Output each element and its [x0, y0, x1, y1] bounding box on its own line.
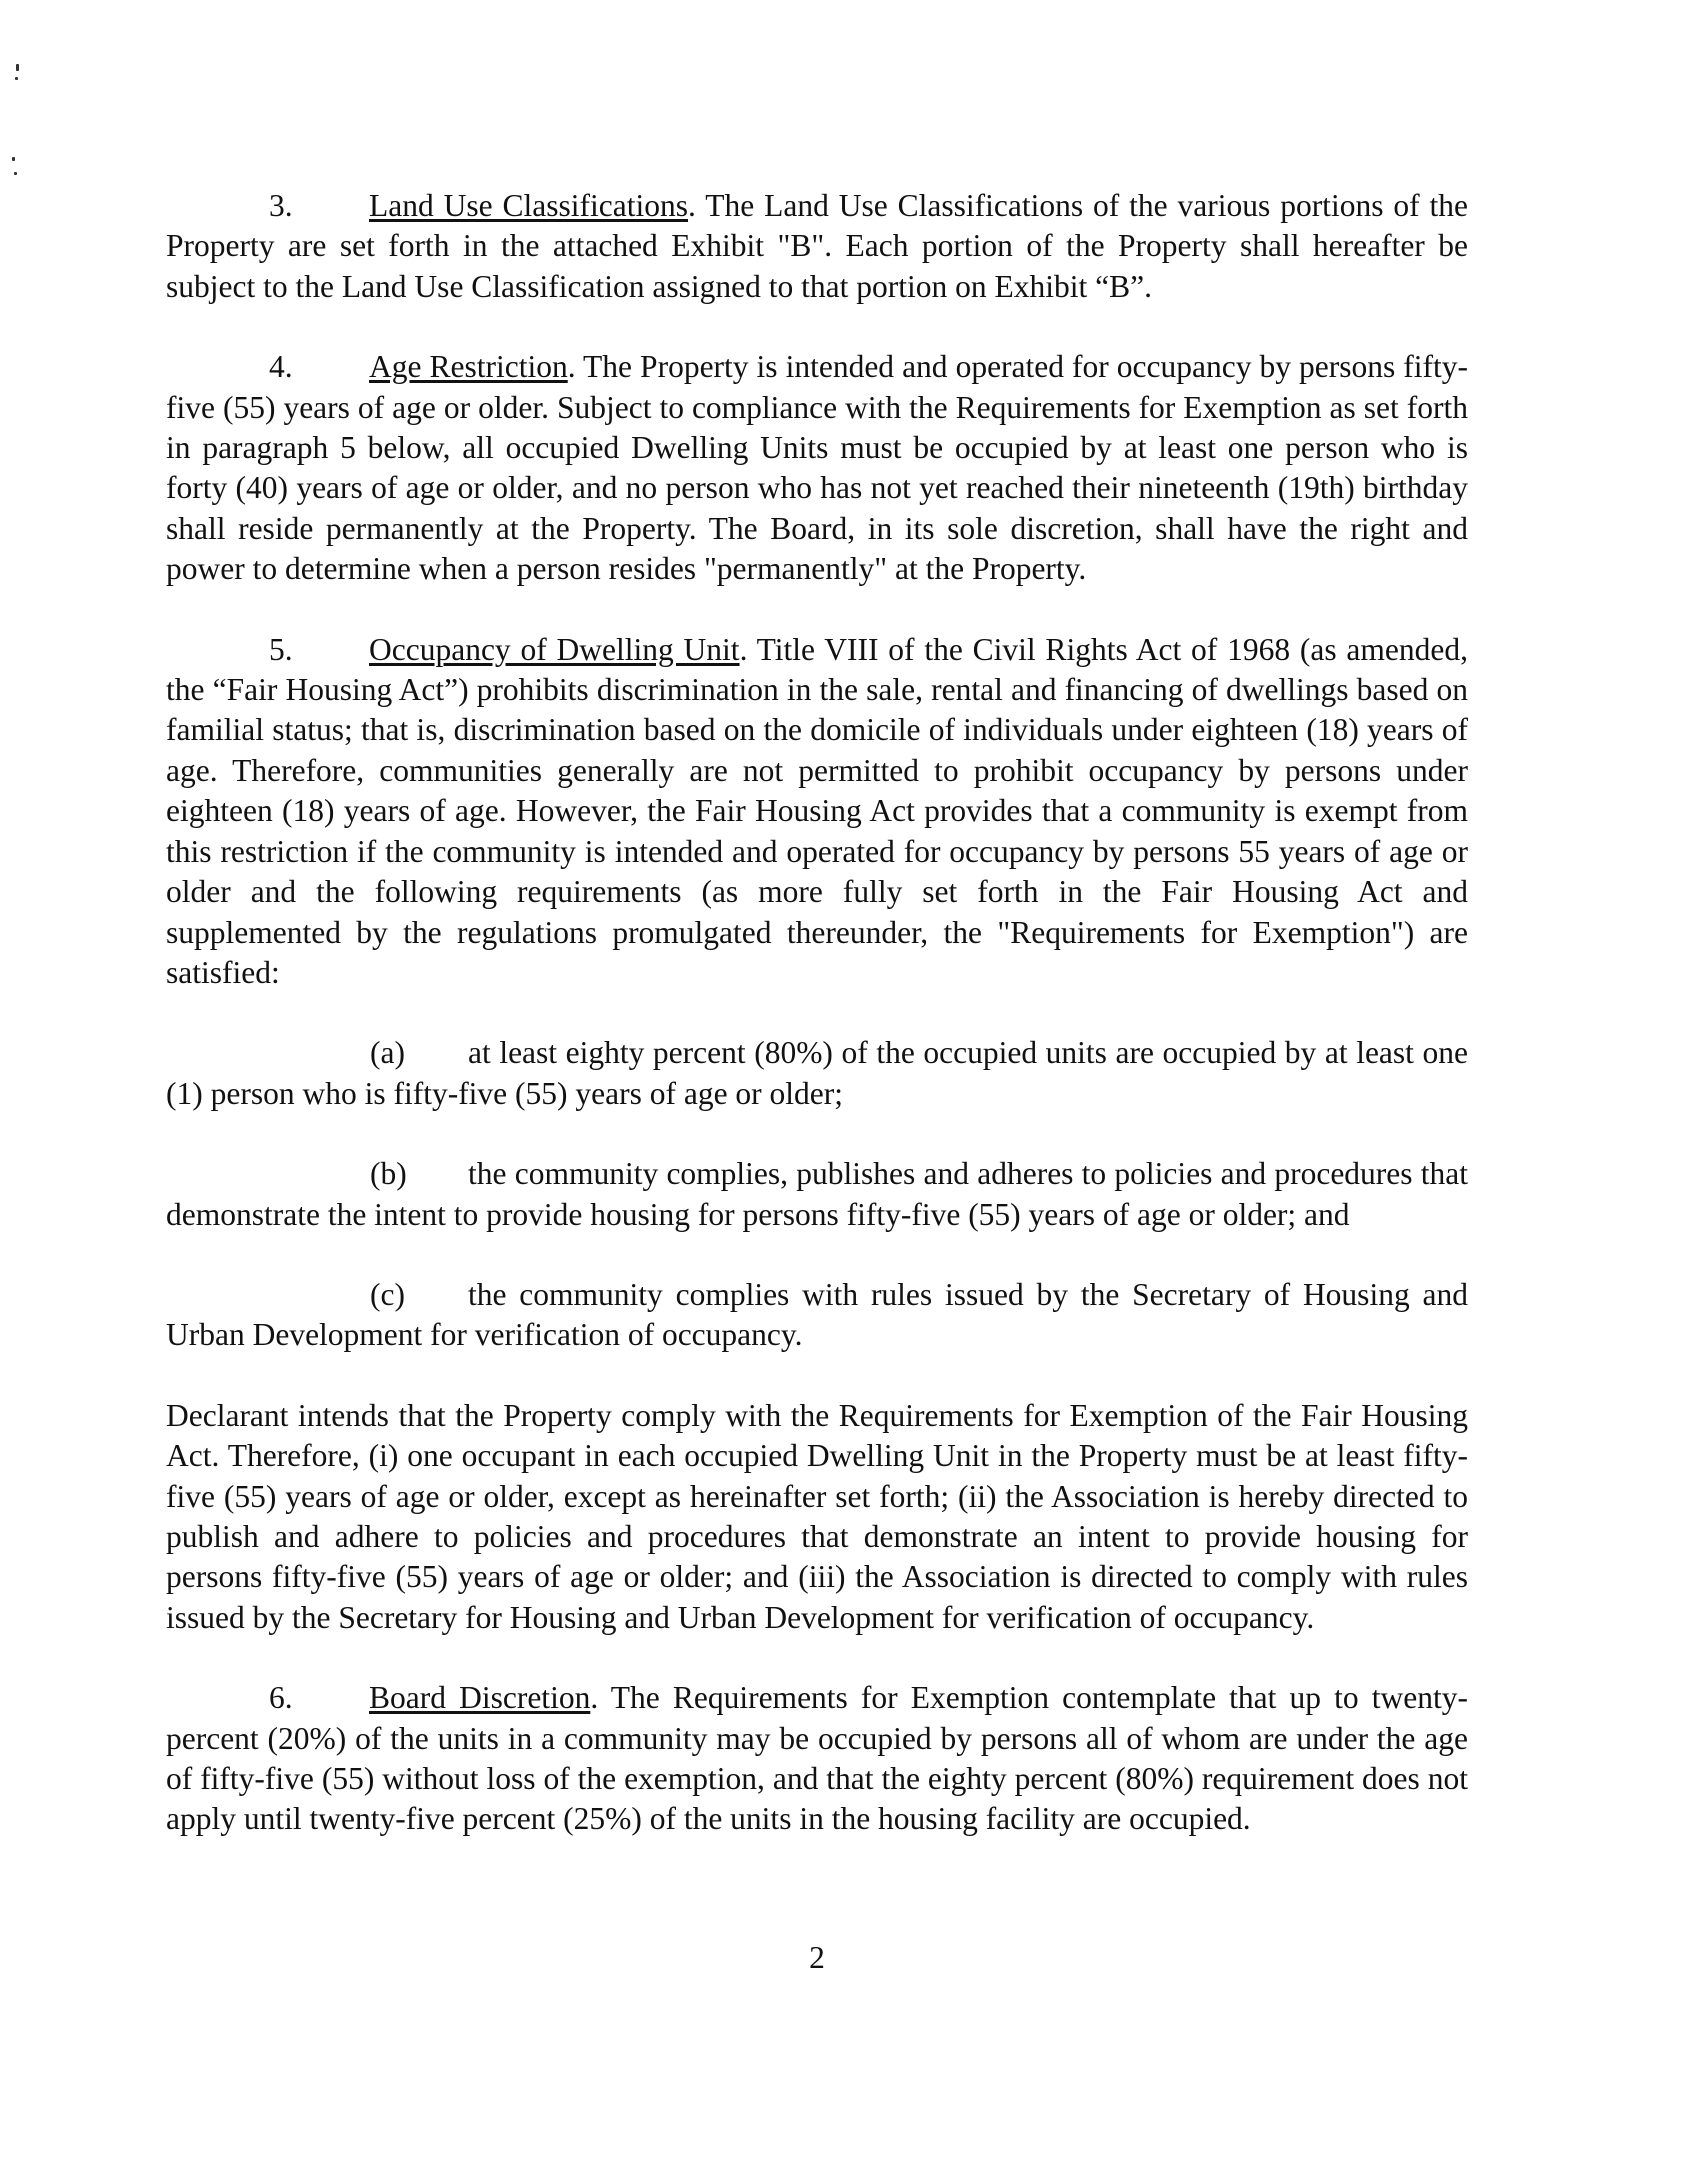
subparagraph-text: the community complies, publishes and adheres to policies and procedures that demonstrate the intent to provide housing for persons fifty-five (55) years of age or older; and: [166, 1156, 1468, 1232]
subparagraph-letter: (b): [370, 1156, 407, 1192]
scan-speck: [15, 77, 18, 80]
paragraph-text: . The Requirements for Exemption contemplate that up to twenty-percent (20%) of the units in a community may be occupied by persons all of whom are under the age of fifty-five (55) without loss of the exemption, and that the eighty percent (80%) requirement does not apply until twenty-five percent (25%) of the units in the housing facility are occupied.: [166, 1680, 1468, 1837]
scan-speck: [14, 172, 17, 175]
paragraph-text: . The Land Use Classifications of the various portions of the Property are set forth in the attached Exhibit "B". Each portion of the Property shall hereafter be subject to the Land Use Classification assigned to that portion on Exhibit “B”.: [166, 188, 1468, 304]
subparagraph-a: [166, 1033, 1468, 1114]
subparagraph-text: the community complies with rules issued by the Secretary of Housing and Urban Development for verification of occupancy.: [166, 1276, 1468, 1353]
paragraph-heading: Occupancy of Dwelling Unit: [369, 631, 740, 667]
paragraph-text: Declarant intends that the Property comply with the Requirements for Exemption of the Fair Housing Act. Therefore, (i) one occupant in each occupied Dwelling Unit in the Property must be at least fifty-five (55) years of age or older, except as hereinafter set forth; (ii) the Association is hereby directed to publish and adhere to policies and procedures that demonstrate an intent to provide housing for persons fifty-five (55) years of age or older; and (iii) the Association is directed to comply with rules issued by the Secretary for Housing and Urban Development for verification of occupancy.: [166, 1397, 1468, 1635]
paragraph-number: 6.: [269, 1680, 293, 1716]
subparagraph-letter: (a): [370, 1035, 405, 1071]
paragraph-heading: Age Restriction: [369, 349, 568, 385]
paragraph-3: [166, 186, 1468, 307]
subparagraph-c: [166, 1275, 1468, 1356]
paragraph-text: . Title VIII of the Civil Rights Act of 1968 (as amended, the “Fair Housing Act”) prohibits discrimination in the sale, rental and financing of dwellings based on familial status; that is, discrimination based on the domicile of individuals under eighteen (18) years of age. Therefore, communities generally are not permitted to prohibit occupancy by persons under eighteen (18) years of age. However, the Fair Housing Act provides that a community is exempt from this restriction if the community is intended and operated for occupancy by persons 55 years of age or older and the following requirements (as more fully set forth in the Fair Housing Act and supplemented by the regulations promulgated thereunder, the "Requirements for Exemption") are satisfied:: [166, 631, 1468, 990]
scan-speck: [16, 64, 19, 71]
body-text: [166, 186, 1468, 1880]
scan-speck: [12, 157, 15, 161]
subparagraph-letter: (c): [370, 1276, 405, 1312]
paragraph-number: 3.: [269, 188, 293, 223]
subparagraph-text: at least eighty percent (80%) of the occupied units are occupied by at least one (1) person who is fifty-five (55) years of age or older;: [166, 1035, 1468, 1111]
paragraph-4: [166, 347, 1468, 589]
paragraph-text: . The Property is intended and operated for occupancy by persons fifty-five (55) years of age or older. Subject to compliance with the Requirements for Exemption as set forth in paragraph 5 below, all occupied Dwelling Units must be occupied by at least one person who is forty (40) years of age or older, and no person who has not yet reached their nineteenth (19th) birthday shall reside permanently at the Property. The Board, in its sole discretion, shall have the right and power to determine when a person resides "permanently" at the Property.: [166, 349, 1468, 587]
declarant-paragraph: [166, 1396, 1468, 1638]
subparagraph-b: [166, 1154, 1468, 1235]
paragraph-6: [166, 1678, 1468, 1840]
paragraph-5: [166, 630, 1468, 994]
paragraph-number: 5.: [269, 631, 293, 667]
paragraph-heading: Board Discretion: [369, 1680, 591, 1716]
paragraph-heading: Land Use Classifications: [369, 188, 689, 223]
page-number: 2: [809, 1940, 825, 1975]
paragraph-number: 4.: [269, 349, 293, 385]
